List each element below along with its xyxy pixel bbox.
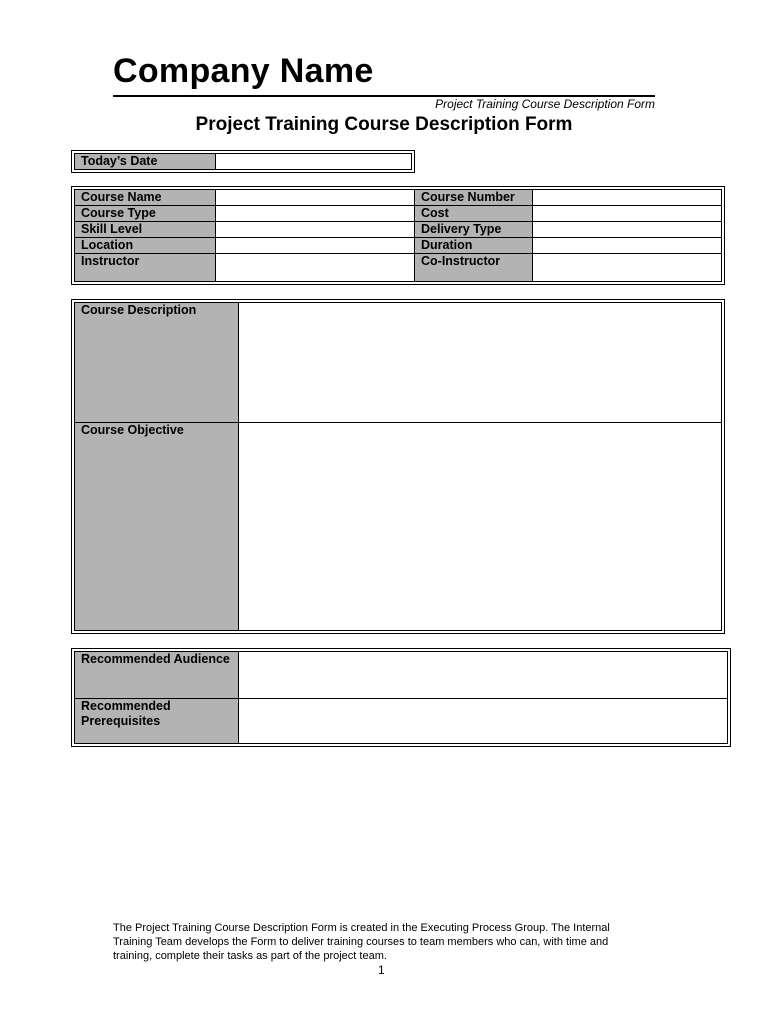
cost-label: Cost xyxy=(415,206,533,222)
course-number-label: Course Number xyxy=(415,190,533,206)
recommended-audience-label: Recommended Audience xyxy=(75,652,239,699)
course-info-table xyxy=(71,186,725,285)
duration-label: Duration xyxy=(415,238,533,254)
cost-field[interactable] xyxy=(533,206,722,222)
delivery-type-label: Delivery Type xyxy=(415,222,533,238)
recommended-prerequisites-field[interactable] xyxy=(239,699,728,744)
course-objective-label: Course Objective xyxy=(75,423,239,631)
co-instructor-label: Co-Instructor xyxy=(415,254,533,282)
skill-level-label: Skill Level xyxy=(75,222,216,238)
footer-note: The Project Training Course Description Form is created in the Executing Process Group. The Internal Training Team develops the Form to deliver training courses to team members who can, with time and training, complete their tasks as part of the project team. xyxy=(113,922,610,962)
skill-level-field[interactable] xyxy=(216,222,415,238)
instructor-label: Instructor xyxy=(75,254,216,282)
date-table xyxy=(71,150,415,173)
description-table xyxy=(71,299,725,634)
course-description-label: Course Description xyxy=(75,303,239,423)
course-description-field[interactable] xyxy=(239,303,722,423)
course-objective-field[interactable] xyxy=(239,423,722,631)
recommended-audience-field[interactable] xyxy=(239,652,728,699)
page-title: Project Training Course Description Form xyxy=(195,114,573,135)
location-label: Location xyxy=(75,238,216,254)
course-number-field[interactable] xyxy=(533,190,722,206)
course-type-label: Course Type xyxy=(75,206,216,222)
todays-date-field[interactable] xyxy=(216,154,412,170)
company-name: Company Name xyxy=(113,52,374,90)
audience-table xyxy=(71,648,731,747)
course-name-field[interactable] xyxy=(216,190,415,206)
page-number: 1 xyxy=(378,963,385,977)
duration-field[interactable] xyxy=(533,238,722,254)
todays-date-label: Today’s Date xyxy=(75,154,216,170)
course-name-label: Course Name xyxy=(75,190,216,206)
delivery-type-field[interactable] xyxy=(533,222,722,238)
course-type-field[interactable] xyxy=(216,206,415,222)
recommended-prerequisites-label: Recommended Prerequisites xyxy=(75,699,239,744)
co-instructor-field[interactable] xyxy=(533,254,722,282)
instructor-field[interactable] xyxy=(216,254,415,282)
form-subheader: Project Training Course Description Form xyxy=(435,97,655,111)
location-field[interactable] xyxy=(216,238,415,254)
